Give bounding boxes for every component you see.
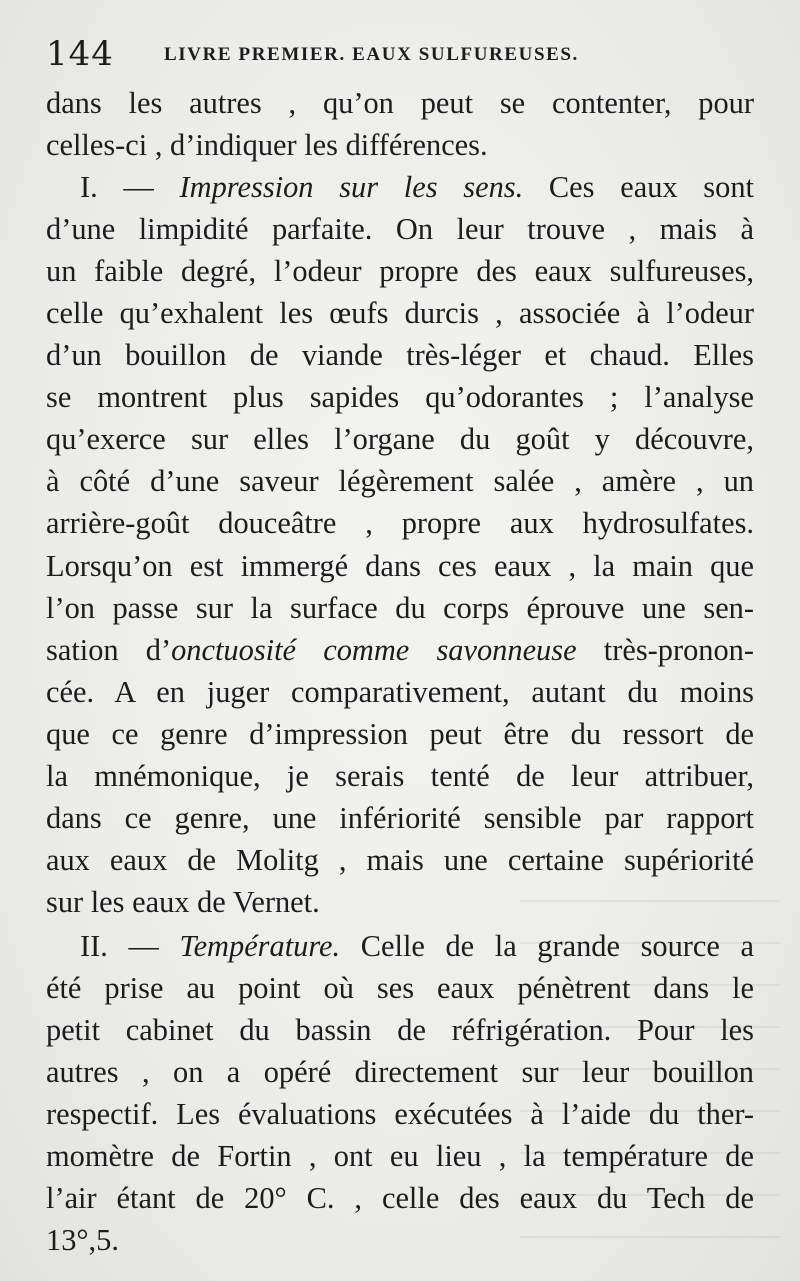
text-line: momètre de Fortin , ont eu lieu , la température de xyxy=(46,1139,754,1174)
text-line: dans ce genre, une infériorité sensible par rapport xyxy=(46,800,754,835)
running-head xyxy=(46,34,766,74)
text-line: un faible degré, l’odeur propre des eaux sulfureuses, xyxy=(46,254,754,289)
text-line: celles-ci , d’indiquer les différences. xyxy=(46,128,488,163)
section-heading: Impression sur les sens. xyxy=(179,170,524,205)
text-line: à côté d’une saveur légèrement salée , amère , un xyxy=(46,464,754,499)
text-line: la mnémonique, je serais tenté de leur attribuer, xyxy=(46,758,754,793)
running-title: LIVRE PREMIER. EAUX SULFUREUSES. xyxy=(164,44,579,65)
text-line: été prise au point où ses eaux pénètrent dans le xyxy=(46,970,754,1005)
section-temperature xyxy=(46,925,754,1261)
text-line: 13°,5. xyxy=(46,1223,119,1258)
section-numeral: II. — xyxy=(80,928,159,963)
text-line: celle qu’exhalent les œufs durcis , associée à l’odeur xyxy=(46,296,754,331)
text-fragment: très-pronon- xyxy=(576,632,754,667)
text-line: Lorsqu’on est immergé dans ces eaux , la main que xyxy=(46,548,754,583)
text-line: se montrent plus sapides qu’odorantes ; l’analyse xyxy=(46,380,754,415)
text-line: aux eaux de Molitg , mais une certaine supériorité xyxy=(46,842,754,877)
text-line: sur les eaux de Vernet. xyxy=(46,884,320,919)
body-text xyxy=(46,82,754,1261)
section-impression xyxy=(46,166,754,923)
text-line: d’une limpidité parfaite. On leur trouve , mais à xyxy=(46,212,754,247)
section-numeral: I. — xyxy=(80,170,154,205)
text-fragment: Celle de la grande source a xyxy=(360,928,754,963)
text-line: autres , on a opéré directement sur leur bouillon xyxy=(46,1055,754,1090)
text-fragment: Ces eaux sont xyxy=(548,170,754,205)
page-number: 144 xyxy=(46,34,114,74)
text-line xyxy=(46,925,754,967)
text-line: arrière-goût douceâtre , propre aux hydrosulfates. xyxy=(46,506,754,541)
text-line: l’air étant de 20° C. , celle des eaux du Tech de xyxy=(46,1181,754,1216)
text-line: dans les autres , qu’on peut se contenter, pour xyxy=(46,86,754,120)
text-line: d’un bouillon de viande très-léger et chaud. Elles xyxy=(46,338,754,373)
text-line: l’on passe sur la surface du corps éprouve une sen- xyxy=(46,590,754,625)
text-line xyxy=(46,166,754,208)
italic-phrase: onctuosité comme savonneuse xyxy=(171,632,577,667)
paragraph-continued xyxy=(46,82,754,166)
text-line: que ce genre d’impression peut être du ressort de xyxy=(46,716,754,751)
section-heading: Température. xyxy=(179,928,341,963)
text-line: qu’exerce sur elles l’organe du goût y découvre, xyxy=(46,422,754,457)
text-line: petit cabinet du bassin de réfrigération. Pour les xyxy=(46,1013,754,1048)
text-fragment: sation d’ xyxy=(46,632,172,667)
text-line: respectif. Les évaluations exécutées à l’aide du ther- xyxy=(46,1097,754,1132)
text-line: cée. A en juger comparativement, autant du moins xyxy=(46,674,754,709)
text-line xyxy=(46,629,754,671)
